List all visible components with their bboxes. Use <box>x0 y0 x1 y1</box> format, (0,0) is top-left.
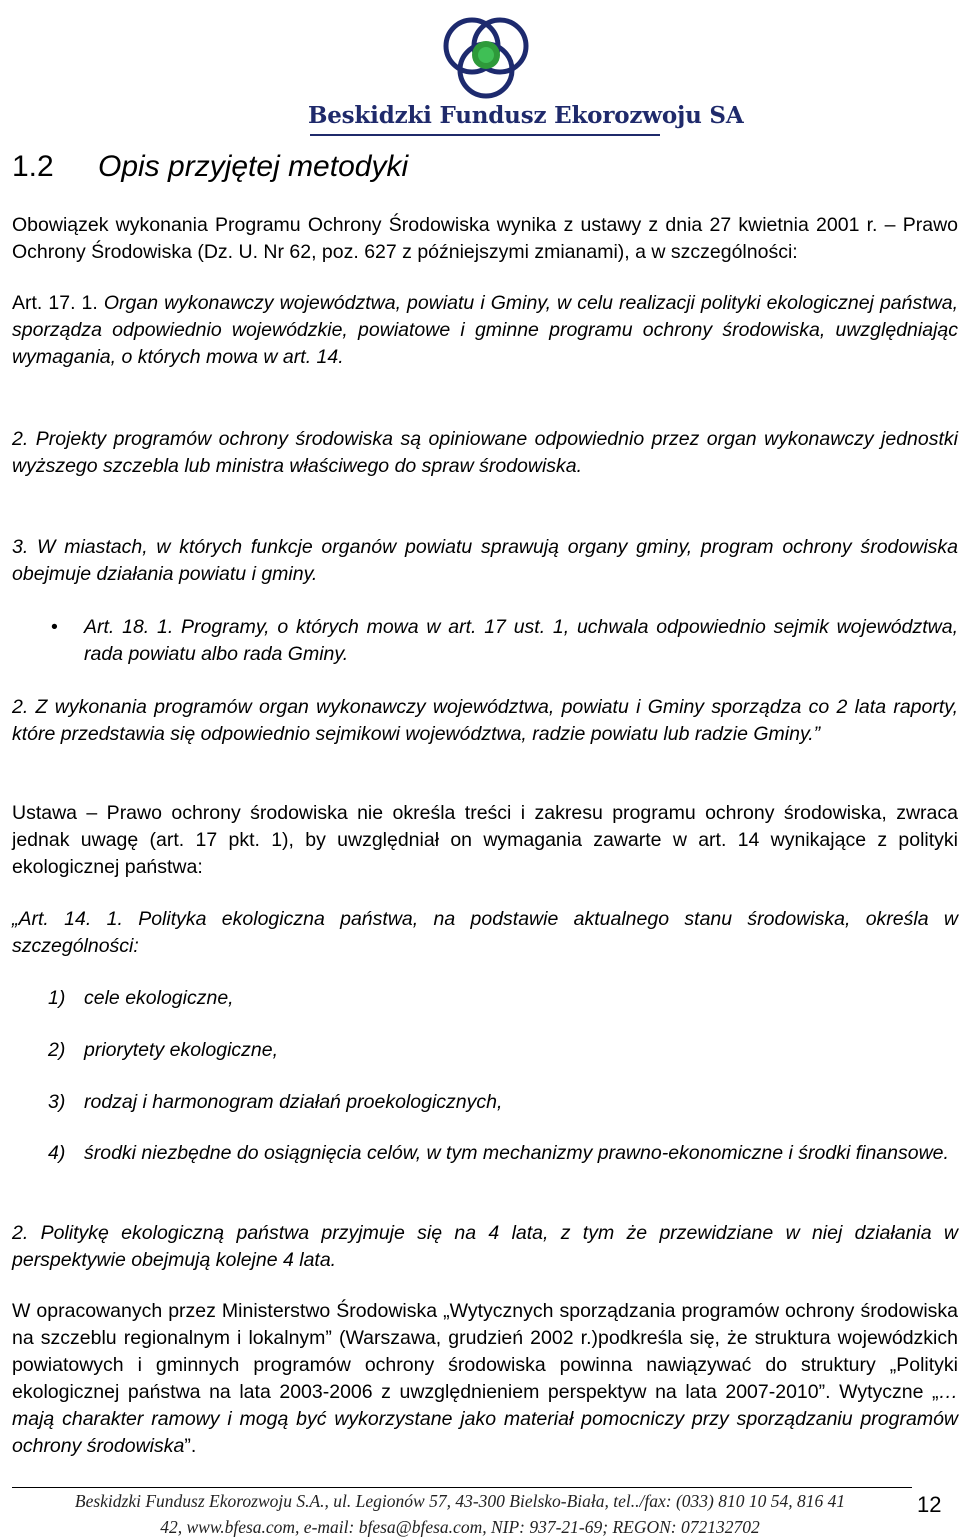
section-heading <box>12 150 408 184</box>
paragraph-art14-2: 2. Politykę ekologiczną państwa przyjmuje się na 4 lata, z tym że przewidziane w niej działania w perspektywie obejmują kolejne 4 lata. <box>12 1222 958 1271</box>
footer-address: Beskidzki Fundusz Ekorozwoju S.A., ul. Legionów 57, 43-300 Bielsko-Biała, tel../fax: (033) 810 10 54, 816 41 <box>74 1491 846 1511</box>
paragraph-art14: „Art. 14. 1. Polityka ekologiczna państwa, na podstawie aktualnego stanu środowiska, określa w szczególności: <box>12 908 958 957</box>
footer <box>0 1488 920 1540</box>
list-number: 1) <box>48 987 66 1009</box>
company-logo <box>308 10 744 136</box>
list-text: środki niezbędne do osiągnięcia celów, w tym mechanizmy prawno-ekonomiczne i środki finansowe. <box>84 1142 949 1164</box>
paragraph-ustawa: Ustawa – Prawo ochrony środowiska nie określa treści i zakresu programu ochrony środowiska, zwraca jednak uwagę (art. 17 pkt. 1), by uwzględniał on wymagania zawarte w art. 14 wynikające z polityki ekologicznej państwa: <box>12 802 958 878</box>
wytyczne-end: ”. <box>184 1435 197 1457</box>
paragraph-art18-2: 2. Z wykonania programów organ wykonawczy województwa, powiatu i Gminy sporządza co 2 lata raporty, które przedstawia się odpowiednio sejmikowi województwa, radzie powiatu lub radzie Gminy.” <box>12 696 958 745</box>
logo-text: Beskidzki Fundusz Ekorozwoju SA <box>308 102 744 129</box>
paragraph-art17-3: 3. W miastach, w których funkcje organów powiatu sprawują organy gminy, program ochrony środowiska obejmuje działania powiatu i gminy. <box>12 536 958 585</box>
list-number: 4) <box>48 1142 66 1164</box>
paragraph-wytyczne <box>12 1298 958 1460</box>
logo-underline <box>310 134 660 136</box>
logo-rings-icon <box>308 10 664 102</box>
list-text: priorytety ekologiczne, <box>84 1039 279 1061</box>
list-text: rodzaj i harmonogram działań proekologicznych, <box>84 1091 503 1113</box>
bullet-marker: • <box>51 616 58 638</box>
wytyczne-text: W opracowanych przez Ministerstwo Środowiska „Wytycznych sporządzania programów ochrony środowiska na szczeblu regionalnym i lokalnym” (Warszawa, grudzień 2002 r.)podkreśla się, że struktura wojewódzkich powiatowych i gminnych programów ochrony środowiska powinna nawiązywać do struktury „Polityki ekologicznej państwa na lata 2003-2006 z uwzględnieniem perspektyw na lata 2007-2010”. Wytyczne „ <box>12 1300 958 1403</box>
paragraph-art17 <box>12 290 958 371</box>
paragraph-art17-2: 2. Projekty programów ochrony środowiska są opiniowane odpowiednio przez organ wykonawczy jednostki wyższego szczebla lub ministra właściwego do spraw środowiska. <box>12 428 958 477</box>
page-number: 12 <box>917 1492 942 1517</box>
art17-text: Organ wykonawczy województwa, powiatu i Gminy, w celu realizacji polityki ekologicznej państwa, sporządza odpowiednio wojewódzkie, powiatowe i gminne programu ochrony środowiska, uwzględniając wymagania, o których mowa w art. 14. <box>12 292 958 368</box>
list-number: 3) <box>48 1091 66 1113</box>
list-text: cele ekologiczne, <box>84 987 234 1009</box>
bullet-art18: Art. 18. 1. Programy, o których mowa w art. 17 ust. 1, uchwala odpowiednio sejmik województwa, rada powiatu albo rada Gminy. <box>84 616 958 665</box>
section-number: 1.2 <box>12 150 54 183</box>
section-title: Opis przyjętej metodyki <box>98 150 409 183</box>
paragraph-intro: Obowiązek wykonania Programu Ochrony Środowiska wynika z ustawy z dnia 27 kwietnia 2001 r. – Prawo Ochrony Środowiska (Dz. U. Nr 62, poz. 627 z późniejszymi zmianami), a w szczególności: <box>12 214 958 263</box>
footer-contact: 42, www.bfesa.com, e-mail: bfesa@bfesa.com, NIP: 937-21-69; REGON: 072132702 <box>160 1517 760 1537</box>
art17-lead: Art. 17. 1. <box>12 292 98 314</box>
wytyczne-quote: …mają charakter ramowy i mogą być wykorzystane jako materiał pomocniczy przy sporządzaniu programów ochrony środowiska <box>12 1381 958 1457</box>
list-number: 2) <box>48 1039 66 1061</box>
